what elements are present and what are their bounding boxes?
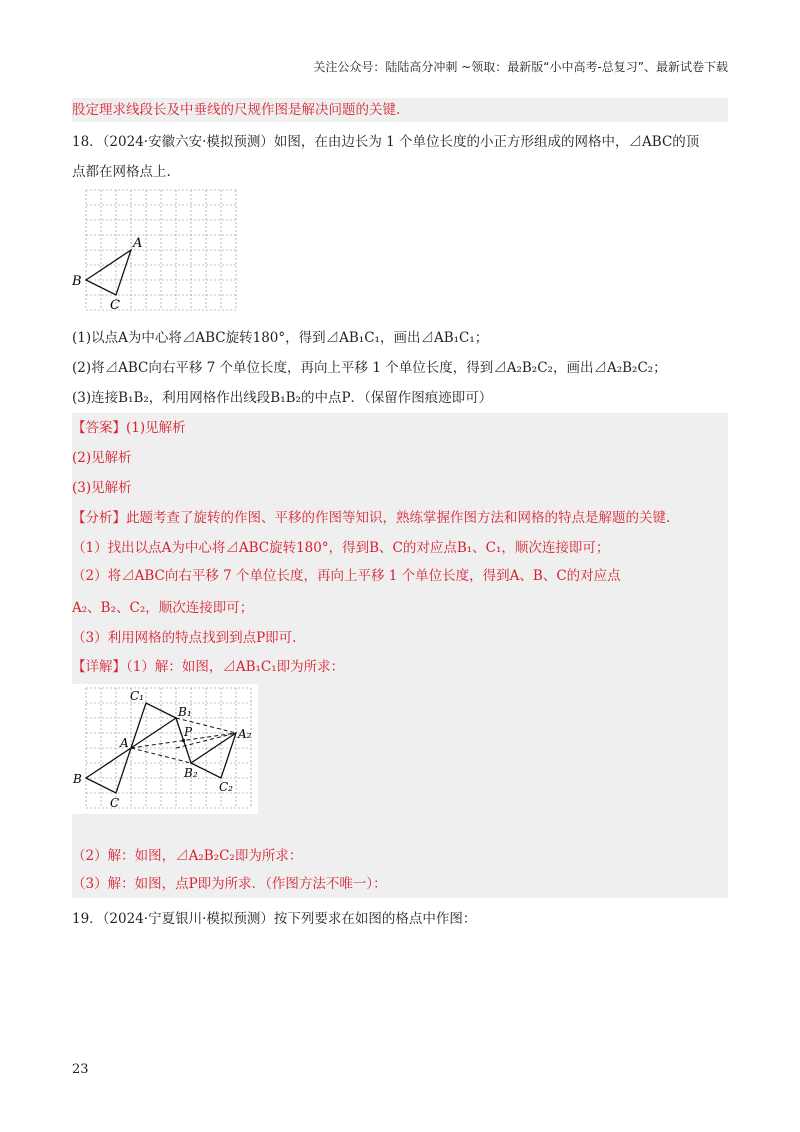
label-b1: B₁ — [178, 705, 192, 719]
detail-tag: 【详解】 — [72, 659, 126, 675]
analysis-text: 此题考查了旋转的作图、平移的作图等知识，熟练掌握作图方法和网格的特点是解题的关键. — [126, 510, 671, 526]
q18-stem-line1: 18．（2024·安徽六安·模拟预测）如图，在由边长为 1 个单位长度的小正方形组成的网格中，⊿ABC的顶 — [72, 134, 700, 150]
label-b: B — [72, 274, 82, 289]
page-header: 关注公众号：陆陆高分冲刺 ~领取：最新版“小中高考-总复习”、最新试卷下载 — [313, 60, 728, 74]
answer-1: (1)见解析 — [126, 420, 186, 436]
q18-part3: (3)连接B₁B₂，利用网格作出线段B₁B₂的中点P．（保留作图痕迹即可） — [72, 390, 493, 406]
q18-solution-figure — [72, 684, 258, 814]
q18-stem-line2: 点都在网格点上. — [72, 164, 171, 180]
label-c: C — [110, 298, 120, 313]
label-c1: C₁ — [130, 689, 144, 703]
answer-2: (2)见解析 — [72, 450, 132, 466]
label-a: A — [120, 736, 129, 750]
q18-figure-grid — [72, 185, 248, 315]
label-p: P — [184, 725, 193, 739]
previous-question-tail: 股定理求线段长及中垂线的尺规作图是解决问题的关键. — [72, 102, 401, 118]
label-c2: C₂ — [219, 780, 233, 794]
q18-part1: (1)以点A为中心将⊿ABC旋转180°，得到⊿AB₁C₁，画出⊿AB₁C₁； — [72, 330, 489, 346]
detail-2: （2）解：如图，⊿A₂B₂C₂即为所求： — [72, 848, 303, 864]
analysis-line — [72, 508, 670, 528]
label-a: A — [133, 236, 143, 251]
answer-line1 — [72, 418, 186, 438]
answer-tag: 【答案】 — [72, 420, 126, 436]
label-a2: A₂ — [238, 727, 252, 741]
detail-1: （1）解：如图，⊿AB₁C₁即为所求： — [126, 659, 345, 675]
analysis-tag: 【分析】 — [72, 510, 126, 526]
analysis-step2a: （2）将⊿ABC向右平移 7 个单位长度，再向上平移 1 个单位长度，得到A、B、C的对应点 — [72, 568, 621, 584]
point-p — [182, 739, 185, 742]
analysis-step3: （3）利用网格的特点找到到点P即可. — [72, 630, 297, 646]
page-number: 23 — [72, 1062, 89, 1077]
triangle-abc — [86, 250, 131, 295]
answer-3: (3)见解析 — [72, 480, 132, 496]
analysis-step1: （1）找出以点A为中心将⊿ABC旋转180°，得到B、C的对应点B₁、C₁，顺次连接即可； — [72, 540, 610, 556]
detail-3: （3）解：如图，点P即为所求．（作图方法不唯一）： — [72, 876, 387, 892]
analysis-step2b: A₂、B₂、C₂，顺次连接即可； — [72, 600, 254, 616]
label-b: B — [73, 772, 82, 786]
label-b2: B₂ — [184, 766, 198, 780]
label-c: C — [110, 796, 120, 810]
q19-stem: 19．（2024·宁夏银川·模拟预测）按下列要求在如图的格点中作图： — [72, 911, 477, 927]
solution-band — [72, 413, 728, 898]
detail-line1 — [72, 657, 344, 677]
q18-part2: (2)将⊿ABC向右平移 7 个单位长度，再向上平移 1 个单位长度，得到⊿A₂B₂C₂，画出⊿A₂B₂C₂； — [72, 360, 667, 376]
